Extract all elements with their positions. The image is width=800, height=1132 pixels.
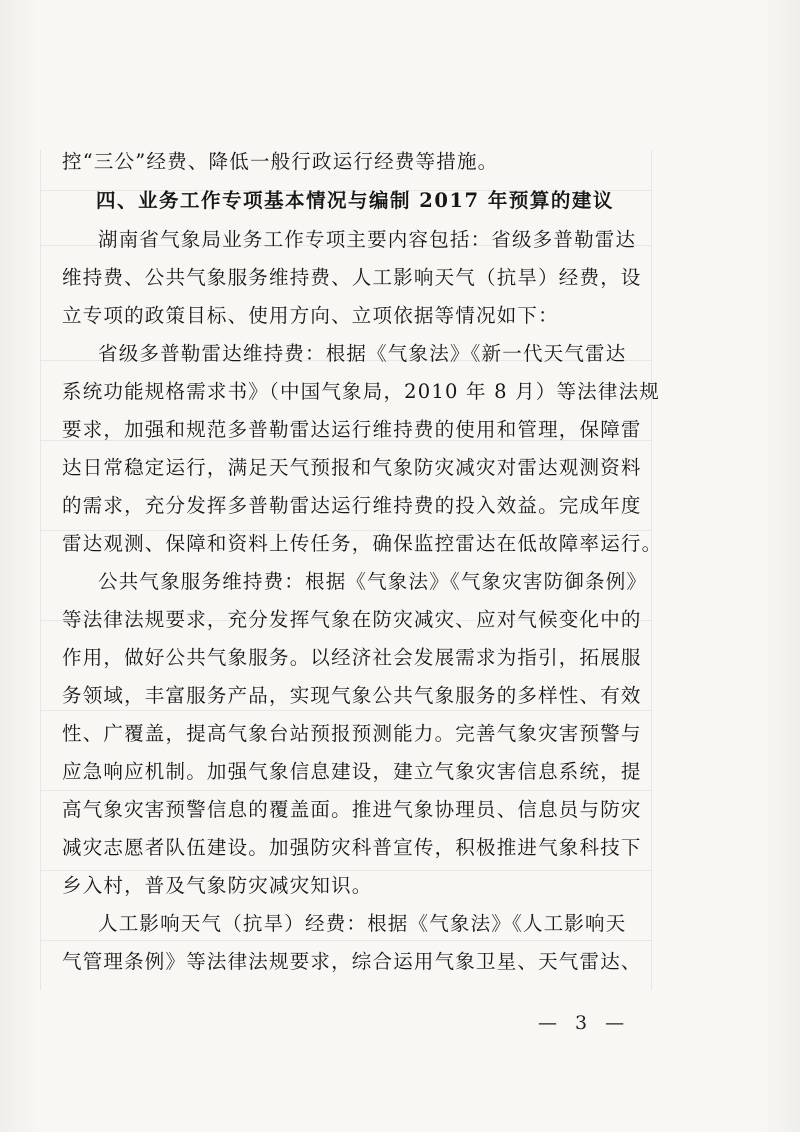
section-heading: 四、业务工作专项基本情况与编制 2017 年预算的建议	[96, 189, 614, 212]
text-line-21: 人工影响天气（抗旱）经费：根据《气象法》《人工影响天	[98, 912, 627, 935]
text-line-1: 控“三公”经费、降低一般行政运行经费等措施。	[62, 150, 499, 173]
text-line-22: 气管理条例》等法律法规要求，综合运用气象卫星、天气雷达、	[62, 950, 642, 973]
text-line-8: 要求，加强和规范多普勒雷达运行维持费的使用和管理，保障雷	[62, 418, 642, 441]
text-line-10: 的需求，充分发挥多普勒雷达运行维持费的投入效益。完成年度	[62, 494, 642, 517]
text-line-19: 减灾志愿者队伍建设。加强防灾科普宣传，积极推进气象科技下	[62, 836, 642, 859]
text-line-7: 系统功能规格需求书》（中国气象局，2010 年 8 月）等法律法规	[62, 380, 660, 403]
text-line-18: 高气象灾害预警信息的覆盖面。推进气象协理员、信息员与防灾	[62, 798, 642, 821]
text-line-5: 立专项的政策目标、使用方向、立项依据等情况如下：	[62, 304, 559, 327]
text-line-13: 等法律法规要求，充分发挥气象在防灾减灾、应对气候变化中的	[62, 608, 642, 631]
page-number: — 3 —	[538, 1012, 631, 1034]
text-line-9: 达日常稳定运行，满足天气预报和气象防灾减灾对雷达观测资料	[62, 456, 642, 479]
text-line-3: 湖南省气象局业务工作专项主要内容包括：省级多普勒雷达	[98, 228, 637, 251]
text-line-15: 务领域，丰富服务产品，实现气象公共气象服务的多样性、有效	[62, 684, 642, 707]
text-line-17: 应急响应机制。加强气象信息建设，建立气象灾害信息系统，提	[62, 760, 642, 783]
text-line-16: 性、广覆盖，提高气象台站预报预测能力。完善气象灾害预警与	[62, 722, 642, 745]
text-line-6: 省级多普勒雷达维持费：根据《气象法》《新一代天气雷达	[98, 342, 627, 365]
text-line-14: 作用，做好公共气象服务。以经济社会发展需求为指引，拓展服	[62, 646, 642, 669]
text-line-11: 雷达观测、保障和资料上传任务，确保监控雷达在低故障率运行。	[62, 532, 663, 555]
text-line-4: 维持费、公共气象服务维持费、人工影响天气（抗旱）经费，设	[62, 266, 642, 289]
text-line-12: 公共气象服务维持费：根据《气象法》《气象灾害防御条例》	[98, 570, 648, 593]
text-line-20: 乡入村，普及气象防灾减灾知识。	[62, 874, 373, 897]
